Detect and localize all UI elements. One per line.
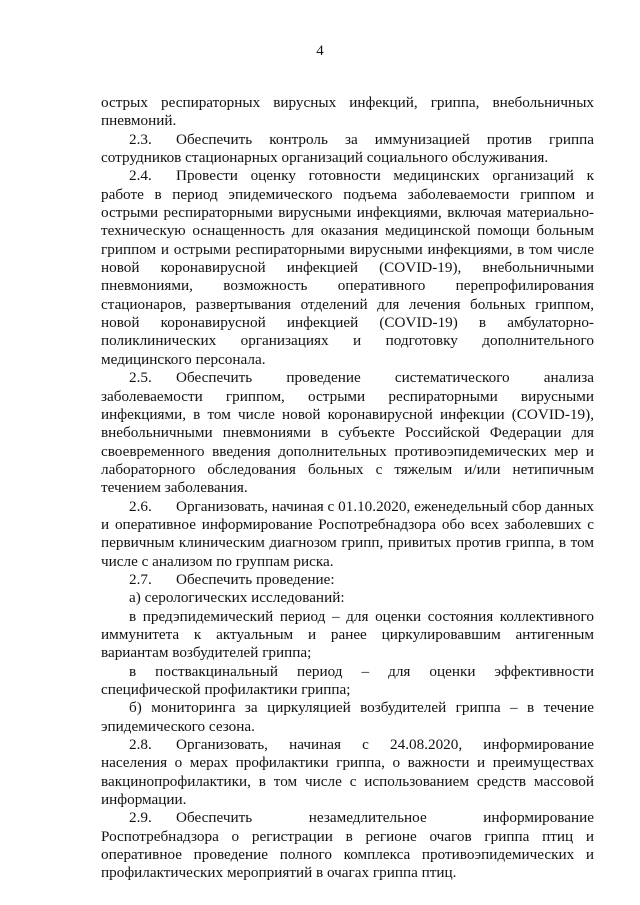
paragraph-2-7 [101,571,594,589]
paragraph-number: 2.9. [129,809,152,827]
paragraph-text: Обеспечить незамедлительное информирование Роспотребнадзора о регистрации в регионе очагов гриппа птиц и оперативное проведение полного комплекса противоэпидемических и профилактических мероприятий в очагах гриппа птиц. [101,809,594,882]
paragraph-text: Обеспечить проведение: [176,570,335,588]
paragraph-2-9 [101,809,594,882]
subparagraph-pre-epidemic [101,608,594,663]
paragraph-text: Организовать, начиная с 01.10.2020, еженедельный сбор данных и оперативное информирование Роспотребнадзора обо всех заболевших с первичным клиническим диагнозом грипп, привитых против гриппа, в том числе с анализом по группам риска. [101,497,594,570]
paragraph-2-8 [101,736,594,809]
subparagraph-post-vaccination [101,663,594,700]
paragraph-text: а) серологических исследований: [129,589,345,607]
paragraph-number: 2.5. [129,369,152,387]
subparagraph-a [101,589,594,607]
paragraph-text: острых респираторных вирусных инфекций, гриппа, внебольничных пневмоний. [101,94,594,130]
paragraph-text: Провести оценку готовности медицинских организаций к работе в период эпидемического подъема заболеваемости гриппом и острыми респираторными вирусными инфекциями, включая материально-техническую оснащенность для оказания медицинской помощи больным гриппом и острыми респираторными вирусными инфекциями, в том числе новой коронавирусной инфекцией (COVID-19), внебольничными пневмониями, возможность оперативного перепрофилирования стационаров, развертывания отделений для лечения больных гриппом, новой коронавирусной инфекцией (COVID-19) в амбулаторно-поликлинических организациях и подготовку дополнительного медицинского персонала. [101,167,594,368]
paragraph-continuation [101,94,594,131]
paragraph-2-6 [101,498,594,571]
paragraph-text: в поствакцинальный период – для оценки эффективности специфической профилактики гриппа; [101,662,594,698]
paragraph-number: 2.4. [129,167,152,185]
paragraph-text: б) мониторинга за циркуляцией возбудителей гриппа – в течение эпидемического сезона. [101,699,594,735]
paragraph-text: Организовать, начиная с 24.08.2020, информирование населения о мерах профилактики гриппа, о важности и преимуществах вакцинопрофилактики, в том числе с использованием средств массовой информации. [101,736,594,809]
paragraph-2-3 [101,131,594,168]
subparagraph-b [101,699,594,736]
paragraph-text: Обеспечить проведение систематического анализа заболеваемости гриппом, острыми респираторными вирусными инфекциями, в том числе новой коронавирусной инфекции (COVID-19), внебольничными пневмониями в субъекте Российской Федерации для своевременного введения дополнительных противоэпидемических мер и лабораторного обследования больных с тяжелым и/или нетипичным течением заболевания. [101,369,594,497]
paragraph-2-5 [101,369,594,497]
document-body [101,94,594,883]
paragraph-number: 2.6. [129,497,152,515]
paragraph-number: 2.8. [129,736,152,754]
paragraph-number: 2.3. [129,130,152,148]
paragraph-text: Обеспечить контроль за иммунизацией против гриппа сотрудников стационарных организаций социального обслуживания. [101,130,594,167]
paragraph-2-4 [101,167,594,369]
page-number: 4 [316,43,324,59]
paragraph-text: в предэпидемический период – для оценки состояния коллективного иммунитета к актуальным и ранее циркулировавшим антигенным вариантам возбудителей гриппа; [101,607,594,662]
paragraph-number: 2.7. [129,570,152,588]
